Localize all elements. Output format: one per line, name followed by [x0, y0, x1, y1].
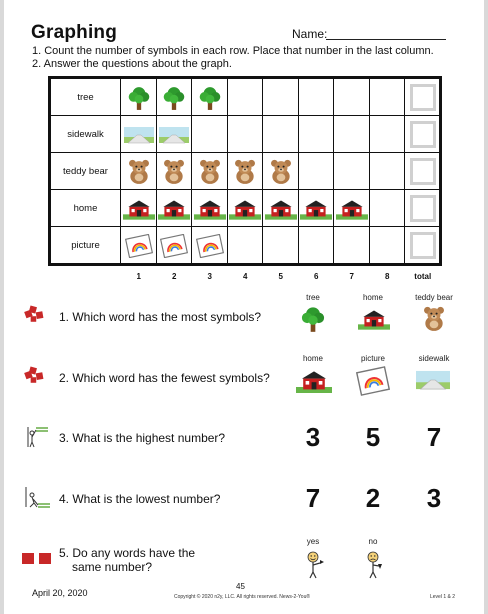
teddy-bear-icon: [269, 159, 293, 185]
picture-icon: [196, 234, 224, 258]
x-axis-label: 8: [385, 272, 390, 281]
x-axis-label: 3: [207, 272, 212, 281]
level-label: Level 1 & 2: [430, 594, 456, 600]
graph-cell: [370, 153, 406, 190]
graph-cell: [192, 190, 228, 227]
pictograph-grid: [48, 76, 442, 266]
option-label: sidewalk: [418, 354, 450, 363]
graph-cell: [263, 79, 299, 116]
sidewalk-icon: [159, 126, 189, 144]
graph-cell: [192, 116, 228, 153]
option-number[interactable]: 2: [365, 483, 381, 513]
graph-cell: [121, 153, 157, 190]
row-label: home: [51, 190, 121, 227]
graph-cell: [157, 190, 193, 227]
total-cell: [405, 190, 441, 227]
question-text-line2: same number?: [72, 560, 153, 574]
option-label: home: [362, 293, 383, 302]
graph-cell: [121, 116, 157, 153]
x-axis-label: 7: [349, 272, 354, 281]
row-label: picture: [51, 227, 121, 264]
option-number[interactable]: 3: [426, 483, 442, 513]
row-label: teddy bear: [51, 153, 121, 190]
graph-cell: [263, 153, 299, 190]
tree-icon: [162, 85, 186, 111]
home-icon: [229, 198, 261, 220]
option-label: teddy bear: [415, 293, 453, 302]
graph-cell: [263, 190, 299, 227]
total-cell: [405, 153, 441, 190]
x-axis-label: 5: [278, 272, 283, 281]
worksheet-page: [4, 0, 484, 614]
yes-person-icon[interactable]: [304, 550, 326, 580]
graph-cell: [157, 227, 193, 264]
option-label: picture: [360, 354, 385, 363]
total-cell: [405, 227, 441, 264]
home-icon: [194, 198, 226, 220]
graph-cell: [228, 79, 264, 116]
graph-cell: [228, 190, 264, 227]
total-answer-box[interactable]: [410, 158, 436, 185]
graph-cell: [370, 116, 406, 153]
question-text: 4. What is the lowest number?: [59, 492, 221, 506]
tree-icon: [198, 85, 222, 111]
graph-cell: [299, 116, 335, 153]
graph-cell: [121, 190, 157, 227]
question-text: 1. Which word has the most symbols?: [59, 310, 262, 324]
graph-cell: [299, 227, 335, 264]
row-label: sidewalk: [51, 116, 121, 153]
option-label: home: [302, 354, 323, 363]
home-icon: [265, 198, 297, 220]
x-axis-label: 1: [136, 272, 141, 281]
x-axis-label: 4: [243, 272, 248, 281]
option-number[interactable]: 7: [426, 422, 442, 452]
red-square-icon: [39, 553, 51, 564]
red-square-icon: [22, 553, 34, 564]
instruction-1: 1. Count the number of symbols in each row. Place that number in the last column.: [32, 45, 434, 57]
sidewalk-icon[interactable]: [416, 370, 450, 390]
name-line[interactable]: [326, 39, 446, 40]
low-person-icon: [24, 485, 52, 509]
graph-cell: [228, 153, 264, 190]
sidewalk-icon: [124, 126, 154, 144]
teddy-bear-icon: [127, 159, 151, 185]
total-answer-box[interactable]: [410, 232, 436, 259]
copyright: Copyright © 2020 n2y, LLC. All rights reserved. News-2-You®: [174, 594, 311, 600]
total-answer-box[interactable]: [410, 121, 436, 148]
option-number[interactable]: 3: [305, 422, 321, 452]
home-icon[interactable]: [296, 368, 332, 394]
x-axis-label: 6: [314, 272, 319, 281]
option-label: tree: [306, 293, 320, 302]
graph-cell: [263, 116, 299, 153]
total-cell: [405, 116, 441, 153]
page-number: 45: [236, 582, 245, 591]
teddy-bear-icon: [198, 159, 222, 185]
picture-icon[interactable]: [356, 366, 390, 396]
total-answer-box[interactable]: [410, 195, 436, 222]
graph-cell: [334, 79, 370, 116]
total-cell: [405, 79, 441, 116]
graph-cell: [228, 116, 264, 153]
picture-icon: [125, 234, 153, 258]
graph-cell: [157, 153, 193, 190]
tree-icon: [127, 85, 151, 111]
x-axis-label: 2: [172, 272, 177, 281]
cards-icon: [24, 305, 44, 323]
total-answer-box[interactable]: [410, 84, 436, 111]
graph-cell: [334, 227, 370, 264]
graph-cell: [370, 227, 406, 264]
graph-cell: [121, 79, 157, 116]
option-number[interactable]: 7: [305, 483, 321, 513]
home-icon: [158, 198, 190, 220]
graph-cell: [334, 190, 370, 227]
teddy-bear-icon: [162, 159, 186, 185]
no-person-icon[interactable]: [364, 550, 386, 580]
picture-icon: [160, 234, 188, 258]
graph-cell: [192, 227, 228, 264]
home-icon: [336, 198, 368, 220]
home-icon[interactable]: [358, 308, 390, 330]
footer-date: April 20, 2020: [32, 588, 88, 598]
graph-cell: [334, 153, 370, 190]
cards-icon: [24, 366, 44, 384]
home-icon: [300, 198, 332, 220]
option-label: no: [368, 537, 378, 546]
instruction-2: 2. Answer the questions about the graph.: [32, 58, 232, 70]
graph-cell: [157, 116, 193, 153]
tree-icon[interactable]: [300, 305, 326, 333]
question-text-line1: 5. Do any words have the: [59, 546, 196, 560]
page-title: Graphing: [31, 22, 118, 43]
option-number[interactable]: 5: [365, 422, 381, 452]
graph-cell: [228, 227, 264, 264]
graph-cell: [263, 227, 299, 264]
x-axis-label: total: [414, 272, 432, 281]
graph-cell: [370, 190, 406, 227]
graph-cell: [192, 153, 228, 190]
option-label: yes: [306, 537, 320, 546]
graph-cell: [299, 153, 335, 190]
graph-cell: [192, 79, 228, 116]
graph-cell: [334, 116, 370, 153]
graph-cell: [121, 227, 157, 264]
graph-cell: [157, 79, 193, 116]
name-label: Name:: [292, 27, 328, 41]
graph-cell: [299, 190, 335, 227]
teddy-bear-icon: [233, 159, 257, 185]
question-text: 2. Which word has the fewest symbols?: [59, 371, 270, 385]
graph-cell: [370, 79, 406, 116]
question-text: 3. What is the highest number?: [59, 431, 226, 445]
row-label: tree: [51, 79, 121, 116]
home-icon: [123, 198, 155, 220]
teddy-bear-icon[interactable]: [422, 306, 446, 332]
graph-cell: [299, 79, 335, 116]
tall-person-icon: [24, 425, 50, 449]
